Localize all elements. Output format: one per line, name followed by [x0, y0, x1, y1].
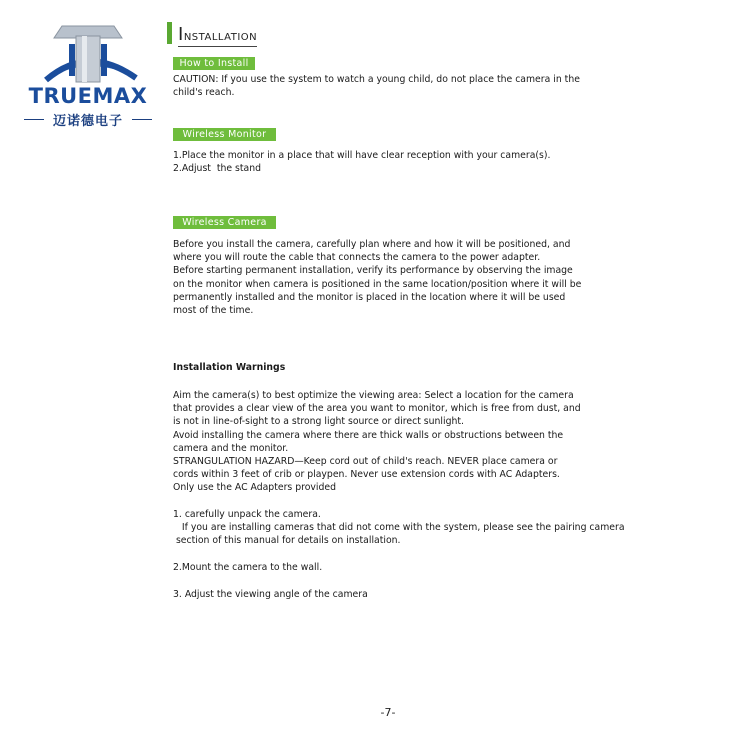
monitor-instructions: 1.Place the monitor in a place that will have clear reception with your camera(s). 2.Adjust the stand	[173, 150, 551, 175]
logo-emblem-icon	[20, 18, 156, 88]
section-label-wireless-monitor: Wireless Monitor	[173, 128, 276, 141]
installation-warnings-paragraph: Aim the camera(s) to best optimize the viewing area: Select a location for the camera that provides a clear view of the area you want to monitor, which is free from dust, and is not in line-of-sight to a strong light source or direct sunlight. Avoid installing the camera where there are thick walls or obstructions between the camera and the monitor. STRANGULATION HAZARD—Keep cord out of child's reach. NEVER place camera or cords within 3 feet of crib or playpen. Never use extension cords with AC Adapters. Only use the AC Adapters provided	[173, 390, 581, 494]
truemax-logo	[20, 18, 156, 136]
installation-warnings-heading: Installation Warnings	[173, 362, 286, 373]
caution-paragraph: CAUTION: If you use the system to watch a young child, do not place the camera in the child's reach.	[173, 74, 580, 99]
page-title: Installation	[178, 24, 258, 45]
logo-divider	[132, 119, 152, 120]
step-2-text: 2.Mount the camera to the wall.	[173, 562, 323, 573]
section-label-how-to-install: How to Install	[173, 57, 255, 70]
page-number: -7-	[380, 706, 396, 719]
title-accent-bar	[167, 22, 172, 44]
section-label-wireless-camera: Wireless Camera	[173, 216, 276, 229]
camera-paragraph: Before you install the camera, carefully plan where and how it will be positioned, and where you will route the cable that connects the camera to the power adapter. Before starting permanent installation, verify its performance by observing the image on the monitor when camera is positioned in the same location/position where it will be permanently installed and the monitor is placed in the location where it will be used most of the time.	[173, 239, 582, 317]
step-3-text: 3. Adjust the viewing angle of the camera	[173, 589, 368, 600]
logo-subtitle-text: 迈诺德电子	[52, 114, 123, 129]
step-1-text: 1. carefully unpack the camera. If you are installing cameras that did not come with the system, please see the pairing camera section of this manual for details on installation.	[173, 509, 625, 547]
logo-brand-text: TRUEMAX	[28, 84, 148, 108]
